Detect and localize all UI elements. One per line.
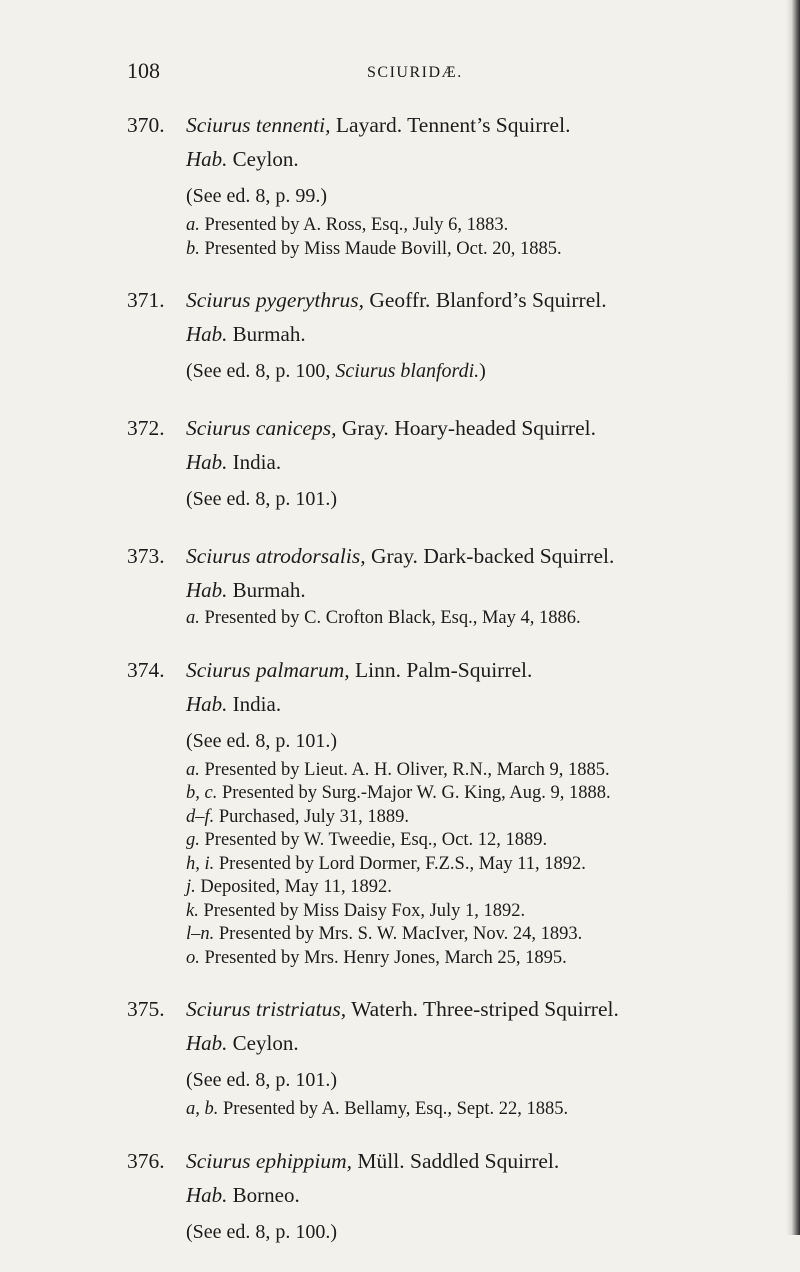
specimen-text: Presented by A. Bellamy, Esq., Sept. 22, 1885. (223, 1099, 569, 1119)
specimen-text: Presented by Miss Daisy Fox, July 1, 1892. (203, 900, 526, 921)
common-name: Palm-Squirrel. (406, 657, 533, 682)
specimen-letter: a. (186, 759, 200, 780)
cross-reference (186, 479, 800, 517)
species-entry (0, 539, 800, 631)
entry-heading (0, 283, 800, 317)
entry-title (186, 539, 614, 573)
specimen-text: Presented by W. Tweedie, Esq., Oct. 12, 1889. (204, 830, 548, 850)
habitat-value: Burmah. (232, 578, 306, 602)
specimen-letter: a. (186, 215, 200, 235)
specimen-text: Presented by Surg.-Major W. G. King, Aug. 9, 1888. (221, 783, 611, 803)
cross-reference-close: ) (479, 360, 486, 382)
cross-reference (186, 1212, 800, 1250)
cross-reference-text: (See ed. 8, p. 101.) (186, 1069, 338, 1091)
common-name: Dark-backed Squirrel. (423, 544, 615, 568)
specimen-letter: a. (186, 608, 200, 628)
entry-number: 373. (127, 544, 165, 568)
entry-number: 370. (127, 113, 165, 137)
page-number: 108 (127, 58, 160, 83)
habitat-value: India. (232, 691, 282, 716)
author-name: Gray. (341, 416, 389, 440)
habitat-label: Hab. (186, 578, 228, 602)
habitat-label: Hab. (186, 691, 228, 716)
specimen-letter: b, c. (186, 783, 218, 803)
entry-title (186, 283, 607, 317)
running-title: SCIURIDÆ. (367, 64, 463, 81)
common-name: Three-striped Squirrel. (423, 997, 619, 1021)
scientific-name: Sciurus tristriatus, (186, 997, 347, 1021)
scientific-name: Sciurus caniceps, (186, 416, 337, 440)
habitat-line (186, 142, 800, 176)
species-list (0, 108, 800, 1272)
specimen-line (186, 607, 800, 631)
habitat-label: Hab. (186, 1031, 228, 1055)
entry-number: 376. (127, 1148, 165, 1173)
common-name: Saddled Squirrel. (409, 1148, 560, 1173)
habitat-line (186, 1026, 800, 1060)
habitat-value: Ceylon. (232, 1031, 299, 1055)
author-name: Geoffr. (369, 288, 431, 312)
specimen-letter: g. (186, 830, 200, 850)
habitat-label: Hab. (186, 450, 228, 474)
scientific-name: Sciurus tennenti, (186, 113, 331, 137)
cross-reference-text: (See ed. 8, p. 99.) (186, 185, 328, 207)
specimen-letter: h, i. (186, 853, 215, 874)
cross-reference (186, 176, 800, 214)
specimen-line (186, 214, 800, 238)
specimen-text: Presented by Mrs. S. W. MacIver, Nov. 24, 1893. (218, 924, 583, 944)
common-name: Hoary-headed Squirrel. (394, 416, 596, 440)
habitat-line (186, 1178, 800, 1212)
habitat-label: Hab. (186, 1182, 228, 1207)
specimen-line (186, 238, 800, 262)
author-name: Layard. (335, 113, 403, 137)
entry-number: 371. (127, 288, 165, 312)
specimen-line (186, 1098, 800, 1122)
habitat-value: Borneo. (232, 1182, 300, 1207)
cross-reference (186, 351, 800, 389)
habitat-line (186, 573, 800, 607)
habitat-line (186, 687, 800, 721)
entry-title (186, 411, 596, 445)
entry-number: 372. (127, 416, 165, 440)
specimen-line (186, 782, 800, 806)
entry-title (186, 992, 619, 1026)
cross-reference-text: (See ed. 8, p. 101.) (186, 729, 338, 752)
habitat-value: Burmah. (232, 322, 306, 346)
specimen-text: Presented by Lieut. A. H. Oliver, R.N., March 9, 1885. (204, 759, 610, 780)
entry-heading (0, 539, 800, 573)
scientific-name: Sciurus palmarum, (186, 657, 350, 682)
cross-reference (186, 721, 800, 759)
species-entry (0, 1144, 800, 1250)
specimen-letter: b. (186, 238, 200, 259)
entry-title (186, 1144, 559, 1178)
entry-title (186, 653, 532, 687)
specimen-text: Presented by Lord Dormer, F.Z.S., May 11, 1892. (218, 853, 586, 874)
habitat-line (186, 445, 800, 479)
cross-reference-text: (See ed. 8, p. 101.) (186, 488, 338, 510)
cross-reference-text: (See ed. 8, p. 100.) (186, 1220, 338, 1243)
habitat-line (186, 317, 800, 351)
specimen-letter: k. (186, 900, 199, 921)
specimen-letter: l–n. (186, 924, 215, 944)
habitat-label: Hab. (186, 322, 228, 346)
specimen-line (186, 923, 800, 947)
entry-number: 375. (127, 997, 165, 1021)
specimen-line (186, 876, 800, 900)
common-name: Tennent’s Squirrel. (407, 113, 571, 137)
author-name: Müll. (357, 1148, 405, 1173)
species-entry (0, 411, 800, 517)
specimen-line (186, 853, 800, 877)
specimen-letter: a, b. (186, 1099, 219, 1119)
specimen-letter: o. (186, 947, 200, 968)
author-name: Waterh. (351, 997, 419, 1021)
specimen-line (186, 806, 800, 830)
page-header (0, 58, 800, 98)
specimen-line (186, 900, 800, 924)
scientific-name: Sciurus pygerythrus, (186, 288, 364, 312)
species-entry (0, 283, 800, 389)
specimen-line (186, 947, 800, 971)
cross-reference-name: Sciurus blanfordi. (335, 360, 480, 382)
specimen-text: Presented by Miss Maude Bovill, Oct. 20, 1885. (204, 238, 562, 259)
entry-heading (0, 992, 800, 1026)
species-entry (0, 992, 800, 1122)
author-name: Gray. (370, 544, 418, 568)
species-entry (0, 108, 800, 261)
specimen-text: Presented by A. Ross, Esq., July 6, 1883. (204, 215, 509, 235)
scientific-name: Sciurus atrodorsalis, (186, 544, 366, 568)
specimen-line (186, 829, 800, 853)
specimen-letter: j. (186, 877, 196, 897)
author-name: Linn. (355, 657, 402, 682)
entry-title (186, 108, 570, 142)
habitat-value: Ceylon. (232, 147, 299, 171)
specimen-line (186, 759, 800, 783)
entry-heading (0, 411, 800, 445)
specimen-text: Presented by C. Crofton Black, Esq., May 4, 1886. (204, 608, 581, 628)
entry-heading (0, 1144, 800, 1178)
entry-heading (0, 108, 800, 142)
habitat-value: India. (232, 450, 282, 474)
entry-heading (0, 653, 800, 687)
cross-reference (186, 1060, 800, 1098)
species-entry (0, 653, 800, 971)
habitat-label: Hab. (186, 147, 228, 171)
common-name: Blanford’s Squirrel. (435, 288, 607, 312)
specimen-letter: d–f. (186, 806, 215, 827)
specimen-text: Presented by Mrs. Henry Jones, March 25, 1895. (204, 947, 567, 968)
entry-number: 374. (127, 657, 165, 682)
specimen-text: Purchased, July 31, 1889. (218, 806, 410, 827)
cross-reference-text: (See ed. 8, p. 100, (186, 360, 331, 382)
specimen-text: Deposited, May 11, 1892. (200, 877, 392, 897)
scientific-name: Sciurus ephippium, (186, 1148, 353, 1173)
